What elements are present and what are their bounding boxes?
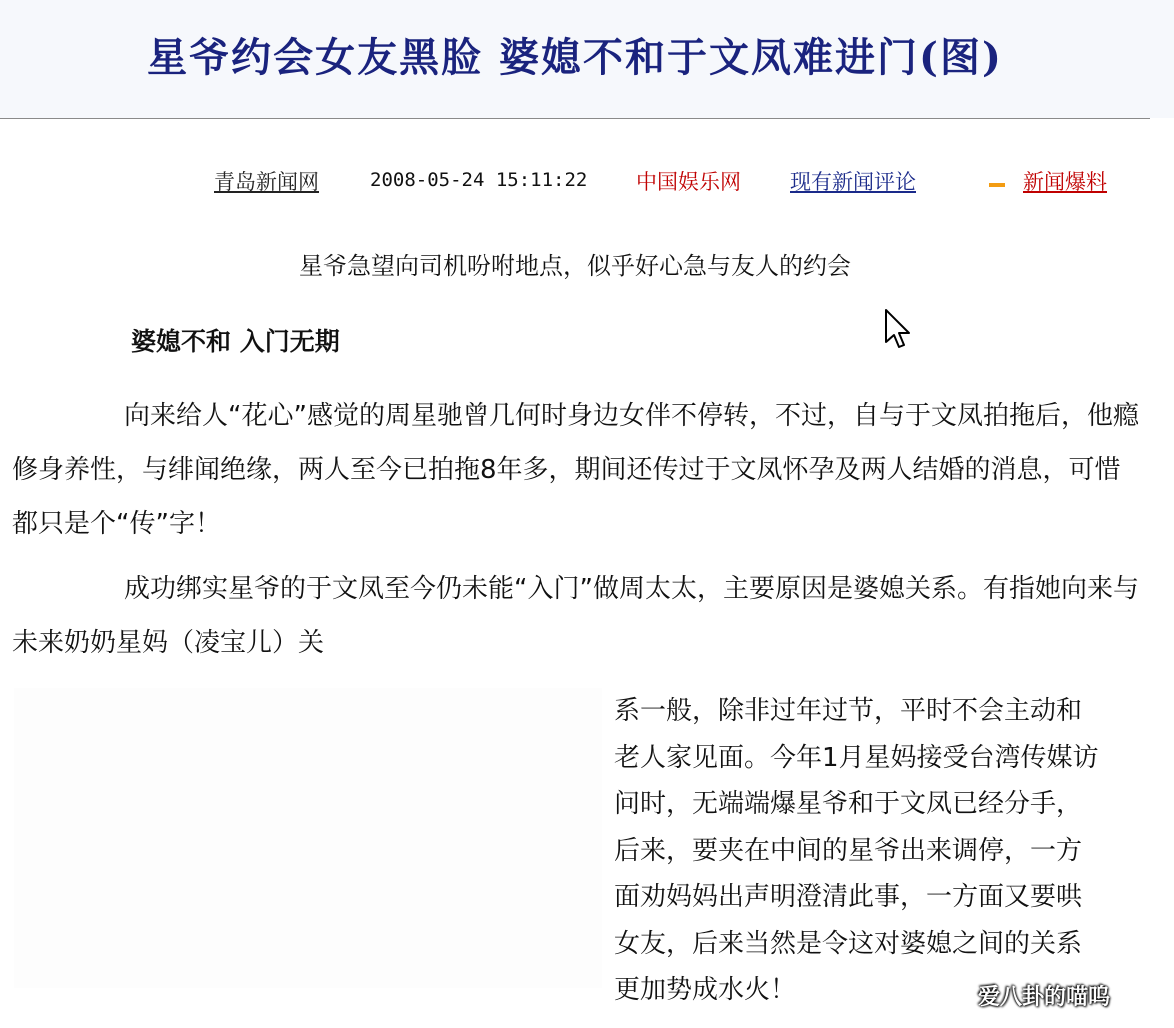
comments-link[interactable]: 现有新闻评论 <box>790 170 916 194</box>
article-paragraph-2-continued <box>614 688 1154 1014</box>
paragraph-text: 向来给人“花心”感觉的周星驰曾几何时身边女伴不停转，不过，自与于文凤拍拖后，他瘾修身养性，与绯闻绝缘，两人至今已拍拖8年多，期间还传过于文凤怀孕及两人结婚的消息，可惜都只是个“传”字！ <box>12 401 1139 539</box>
article-paragraph-2 <box>12 562 1142 670</box>
news-tip-link[interactable]: 新闻爆料 <box>1023 170 1107 194</box>
article-paragraph-1 <box>12 389 1142 551</box>
section-subheading: 婆媳不和 入门无期 <box>131 327 340 356</box>
title-divider <box>0 118 1150 119</box>
text-line: 问时，无端端爆星爷和于文凤已经分手， <box>614 789 1083 819</box>
paragraph-text: 成功绑实星爷的于文凤至今仍未能“入门”做周太太，主要原因是婆媳关系。有指她向来与未来奶奶星妈（凌宝儿）关 <box>12 574 1139 658</box>
text-line: 更加势成水火！ <box>614 975 797 1005</box>
source-link[interactable]: 青岛新闻网 <box>214 170 319 194</box>
photo-caption: 星爷急望向司机吩咐地点，似乎好心急与友人的约会 <box>299 252 851 280</box>
mouse-pointer-icon <box>884 308 912 350</box>
text-line: 后来，要夹在中间的星爷出来调停，一方 <box>614 835 1083 866</box>
text-line: 面劝妈妈出声明澄清此事，一方面又要哄 <box>614 882 1083 912</box>
text-line: 老人家见面。今年1月星妈接受台湾传媒访 <box>614 742 1099 773</box>
text-line: 女友，后来当然是令这对婆媳之间的关系 <box>614 928 1083 959</box>
channel-link[interactable]: 中国娱乐网 <box>636 170 741 194</box>
article-image <box>14 688 602 988</box>
watermark: 爱八卦的喵呜 <box>978 985 1111 1010</box>
page-title: 星爷约会女友黑脸 婆媳不和于文凤难进门(图) <box>147 34 1003 81</box>
tip-bullet-icon <box>989 183 1005 187</box>
publish-datetime: 2008-05-24 15:11:22 <box>370 169 588 191</box>
text-line: 系一般，除非过年过节，平时不会主动和 <box>614 696 1083 726</box>
